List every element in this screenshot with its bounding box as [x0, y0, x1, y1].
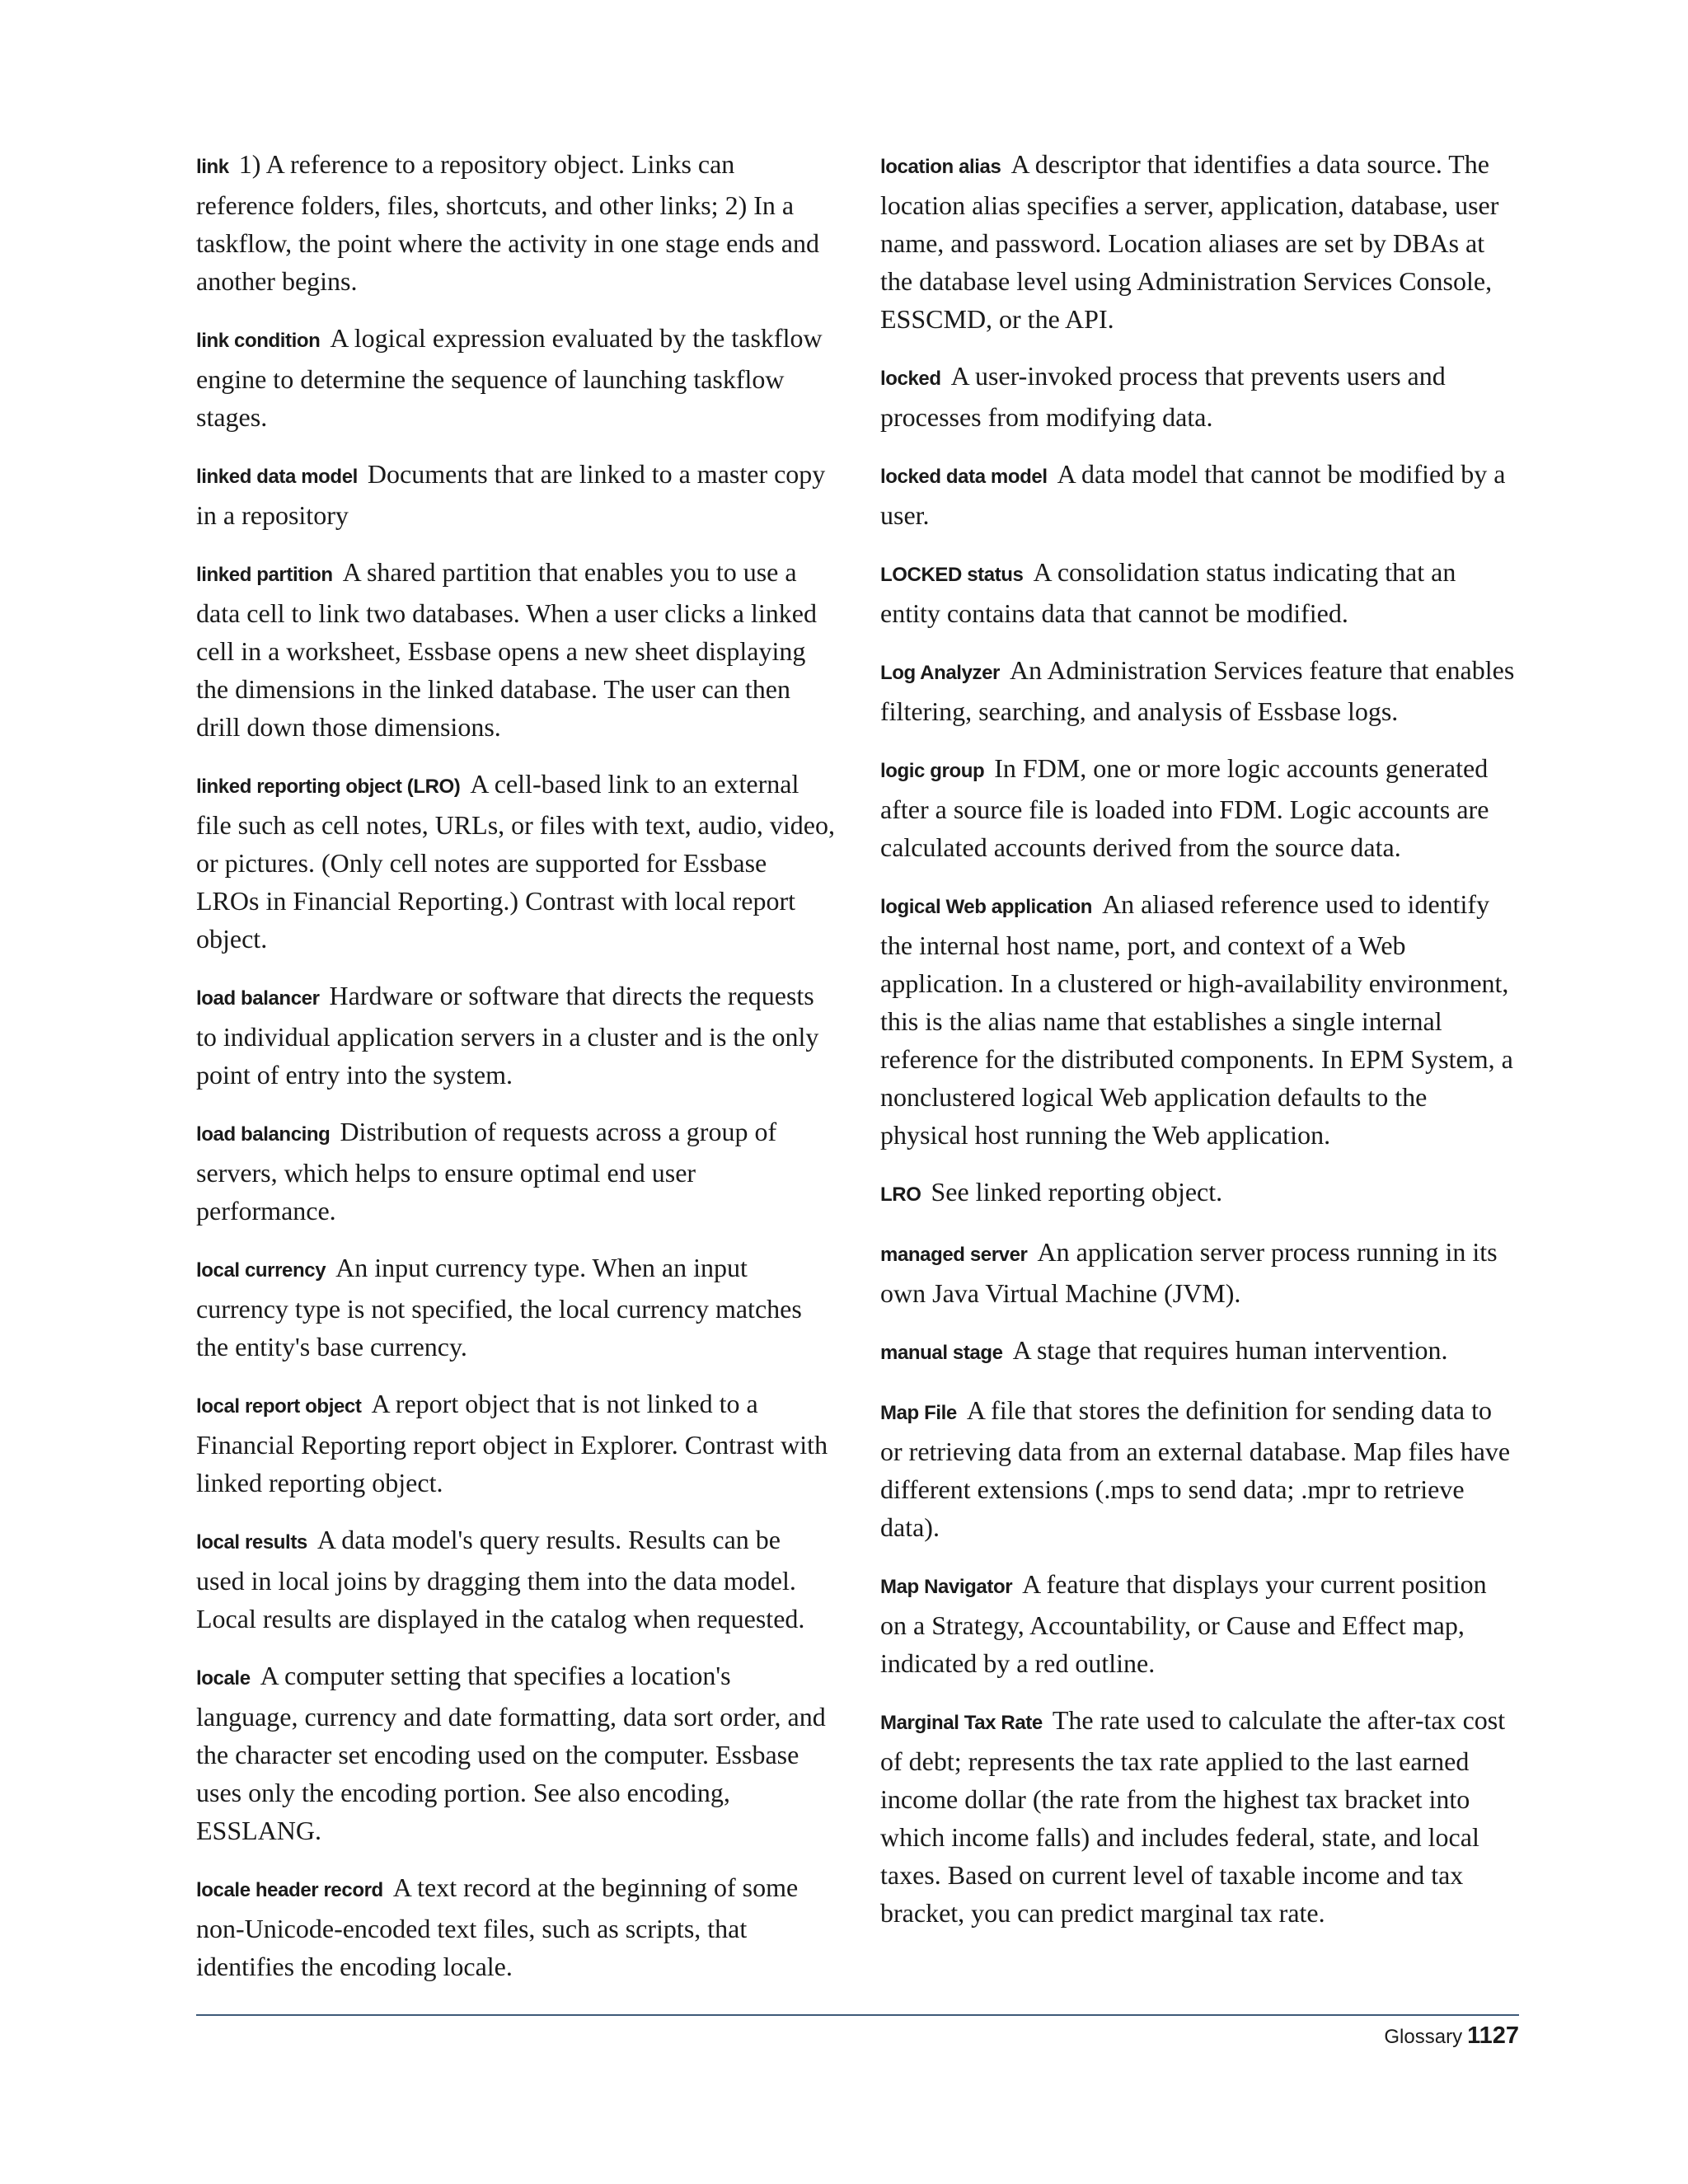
glossary-definition: A descriptor that identifies a data source. The location alias specifies a server, application, database, user name, and password. Location aliases are set by DBAs at the database level using Administration Services Console, ESSCMD, or the API.	[880, 149, 1499, 334]
footer-section-label: Glossary	[1384, 2026, 1463, 2048]
glossary-entry	[880, 1391, 1519, 1546]
glossary-definition: An Administration Services feature that enables filtering, searching, and analysis of Essbase logs.	[880, 655, 1515, 726]
glossary-entry	[880, 553, 1519, 632]
left-column	[196, 145, 835, 2004]
glossary-definition: Hardware or software that directs the requests to individual application servers in a cluster and is the only point of entry into the system.	[196, 981, 819, 1090]
page-footer	[1384, 2022, 1519, 2050]
glossary-term: LOCKED status	[880, 564, 1024, 586]
glossary-term: link condition	[196, 330, 321, 352]
glossary-definition: A report object that is not linked to a Financial Reporting report object in Explorer. Contrast with linked reporting object.	[196, 1389, 828, 1497]
glossary-term: Marginal Tax Rate	[880, 1712, 1043, 1734]
glossary-entry	[196, 765, 835, 958]
glossary-entry	[196, 145, 835, 300]
glossary-entry	[880, 1331, 1519, 1372]
glossary-entry	[196, 1249, 835, 1366]
glossary-entry	[880, 1565, 1519, 1682]
glossary-entry	[196, 1521, 835, 1638]
glossary-definition: The rate used to calculate the after-tax cost of debt; represents the tax rate applied to the last earned income dollar (the rate from the highest tax bracket into which income falls) and includes federal, state, and local taxes. Based on current level of taxable income and tax bracket, you can predict marginal tax rate.	[880, 1705, 1506, 1928]
glossary-entry	[196, 1868, 835, 1985]
glossary-term: logic group	[880, 760, 985, 782]
glossary-entry	[880, 145, 1519, 338]
glossary-entry	[880, 357, 1519, 436]
glossary-definition: A data model's query results. Results can be used in local joins by dragging them into the data model. Local results are displayed in the catalog when requested.	[196, 1525, 805, 1633]
glossary-entry	[196, 319, 835, 436]
glossary-entry	[196, 1385, 835, 1502]
glossary-term: locked	[880, 368, 941, 390]
right-column	[880, 145, 1519, 1951]
glossary-term: locked data model	[880, 466, 1048, 488]
glossary-term: Log Analyzer	[880, 662, 1001, 684]
glossary-term: location alias	[880, 156, 1001, 178]
glossary-definition: A feature that displays your current position on a Strategy, Accountability, or Cause and Effect map, indicated by a red outline.	[880, 1569, 1487, 1678]
glossary-definition: An input currency type. When an input currency type is not specified, the local currency matches the entity's base currency.	[196, 1253, 802, 1361]
glossary-entry	[880, 885, 1519, 1154]
glossary-entry	[196, 1657, 835, 1849]
glossary-entry	[880, 1173, 1519, 1214]
glossary-entry	[880, 749, 1519, 866]
glossary-term: local currency	[196, 1259, 326, 1282]
glossary-definition: In FDM, one or more logic accounts generated after a source file is loaded into FDM. Logic accounts are calculated accounts derived from the source data.	[880, 753, 1489, 862]
glossary-definition: A computer setting that specifies a location's language, currency and date formatting, data sort order, and the character set encoding used on the computer. Essbase uses only the encoding portion. See also encoding, ESSLANG.	[196, 1661, 826, 1845]
glossary-definition: A consolidation status indicating that an entity contains data that cannot be modified.	[880, 557, 1456, 628]
glossary-term: linked data model	[196, 466, 358, 488]
glossary-term: local report object	[196, 1395, 362, 1418]
glossary-definition: An application server process running in its own Java Virtual Machine (JVM).	[880, 1237, 1498, 1308]
glossary-definition: 1) A reference to a repository object. Links can reference folders, files, shortcuts, and other links; 2) In a taskflow, the point where the activity in one stage ends and another begins.	[196, 149, 819, 296]
glossary-term: managed server	[880, 1244, 1028, 1266]
glossary-term: locale	[196, 1667, 251, 1690]
glossary-entry	[196, 1113, 835, 1230]
glossary-definition: A text record at the beginning of some non-Unicode-encoded text files, such as scripts, that identifies the encoding locale.	[196, 1872, 799, 1981]
glossary-entry	[880, 1701, 1519, 1932]
glossary-entry	[196, 977, 835, 1094]
glossary-term: load balancing	[196, 1123, 331, 1146]
glossary-definition: A cell-based link to an external file such as cell notes, URLs, or files with text, audio, video, or pictures. (Only cell notes are supported for Essbase LROs in Financial Reporting.) Contrast with local report object.	[196, 769, 835, 954]
glossary-term: load balancer	[196, 987, 320, 1010]
glossary-definition: A shared partition that enables you to use a data cell to link two databases. When a user clicks a linked cell in a worksheet, Essbase opens a new sheet displaying the dimensions in the linked database. The user can then drill down those dimensions.	[196, 557, 817, 742]
glossary-entry	[880, 455, 1519, 534]
glossary-term: locale header record	[196, 1879, 383, 1901]
glossary-term: linked partition	[196, 564, 333, 586]
glossary-definition: A logical expression evaluated by the taskflow engine to determine the sequence of launching taskflow stages.	[196, 323, 823, 432]
glossary-definition: Distribution of requests across a group of servers, which helps to ensure optimal end user performance.	[196, 1117, 777, 1226]
glossary-term: linked reporting object (LRO)	[196, 776, 461, 798]
page-number: 1127	[1467, 2022, 1519, 2049]
glossary-definition: See linked reporting object.	[931, 1177, 1223, 1207]
glossary-term: manual stage	[880, 1342, 1003, 1364]
glossary-definition: Documents that are linked to a master copy in a repository	[196, 459, 826, 530]
glossary-definition: A data model that cannot be modified by a user.	[880, 459, 1506, 530]
glossary-entry	[880, 1233, 1519, 1312]
glossary-definition: An aliased reference used to identify the internal host name, port, and context of a Web application. In a clustered or high-availability environment, this is the alias name that establishes a single internal reference for the distributed components. In EPM System, a nonclustered logical Web application defaults to the physical host running the Web application.	[880, 889, 1513, 1150]
glossary-entry	[880, 651, 1519, 730]
glossary-term: Map File	[880, 1402, 957, 1424]
glossary-entry	[196, 455, 835, 534]
glossary-term: local results	[196, 1531, 307, 1554]
footer-rule	[196, 2014, 1519, 2016]
glossary-term: logical Web application	[880, 896, 1093, 918]
glossary-term: LRO	[880, 1183, 921, 1206]
glossary-entry	[196, 553, 835, 746]
glossary-term: link	[196, 156, 229, 178]
glossary-definition: A user-invoked process that prevents users and processes from modifying data.	[880, 361, 1446, 432]
glossary-term: Map Navigator	[880, 1576, 1013, 1598]
glossary-definition: A file that stores the definition for sending data to or retrieving data from an external database. Map files have different extensions (.mps to send data; .mpr to retrieve data).	[880, 1395, 1511, 1542]
glossary-definition: A stage that requires human intervention.	[1012, 1335, 1448, 1365]
